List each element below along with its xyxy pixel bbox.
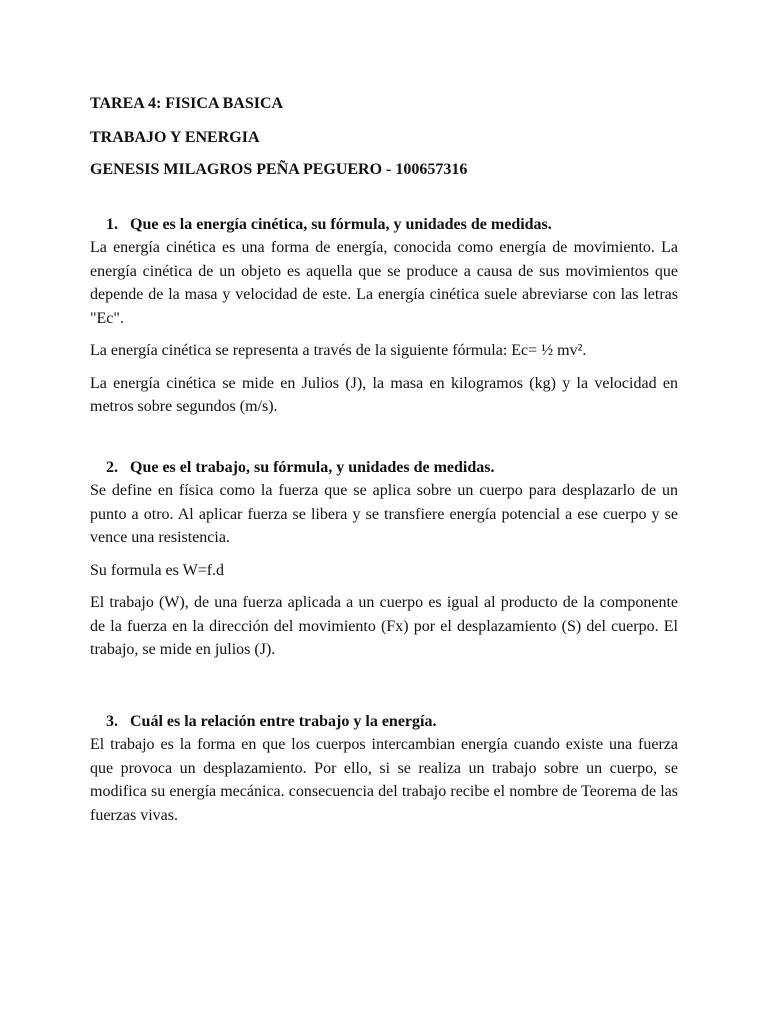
answer-paragraph: La energía cinética se mide en Julios (J), la masa en kilogramos (kg) y la velocidad en metros sobre segundos (m/s). xyxy=(90,374,678,415)
answer-paragraph: La energía cinética se representa a través de la siguiente fórmula: Ec= ½ mv². xyxy=(90,342,587,359)
question-title: Que es el trabajo, su fórmula, y unidades de medidas. xyxy=(130,459,495,476)
answer-paragraph: El trabajo (W), de una fuerza aplicada a un cuerpo es igual al producto de la componente de la fuerza en la dirección del movimiento (Fx) por el desplazamiento (S) del cuerpo. El trabajo, se mide en julios (J). xyxy=(90,594,678,658)
question-section-1 xyxy=(90,214,678,419)
answer-paragraph: La energía cinética es una forma de energía, conocida como energía de movimiento. La energía cinética de un objeto es aquella que se produce a causa de sus movimientos que depende de la masa y velocidad de este. La energía cinética suele abreviarse con las letras "Ec". xyxy=(90,239,678,327)
question-section-2 xyxy=(90,457,678,662)
answer-paragraph: El trabajo es la forma en que los cuerpos intercambian energía cuando existe una fuerza que provoca un desplazamiento. Por ello, si se realiza un trabajo sobre un cuerpo, se modifica su energía mecánica. consecuencia del trabajo recibe el nombre de Teorema de las fuerzas vivas. xyxy=(90,736,678,824)
student-name-id: GENESIS MILAGROS PEÑA PEGUERO - 100657316 xyxy=(90,161,468,178)
question-title: Cuál es la relación entre trabajo y la energía. xyxy=(130,713,437,730)
question-number: 3. xyxy=(106,713,118,730)
question-title: Que es la energía cinética, su fórmula, y unidades de medidas. xyxy=(130,216,552,233)
question-heading xyxy=(90,214,678,236)
question-heading xyxy=(90,711,678,733)
question-heading xyxy=(90,457,678,479)
question-number: 1. xyxy=(106,216,118,233)
topic-title: TRABAJO Y ENERGIA xyxy=(90,129,260,146)
question-number: 2. xyxy=(106,459,118,476)
answer-paragraph: Se define en física como la fuerza que se aplica sobre un cuerpo para desplazarlo de un punto a otro. Al aplicar fuerza se libera y se transfiere energía potencial a ese cuerpo y se vence una resistencia. xyxy=(90,482,678,546)
question-section-3 xyxy=(90,711,678,827)
answer-paragraph: Su formula es W=f.d xyxy=(90,561,225,579)
assignment-title: TAREA 4: FISICA BASICA xyxy=(90,95,284,112)
